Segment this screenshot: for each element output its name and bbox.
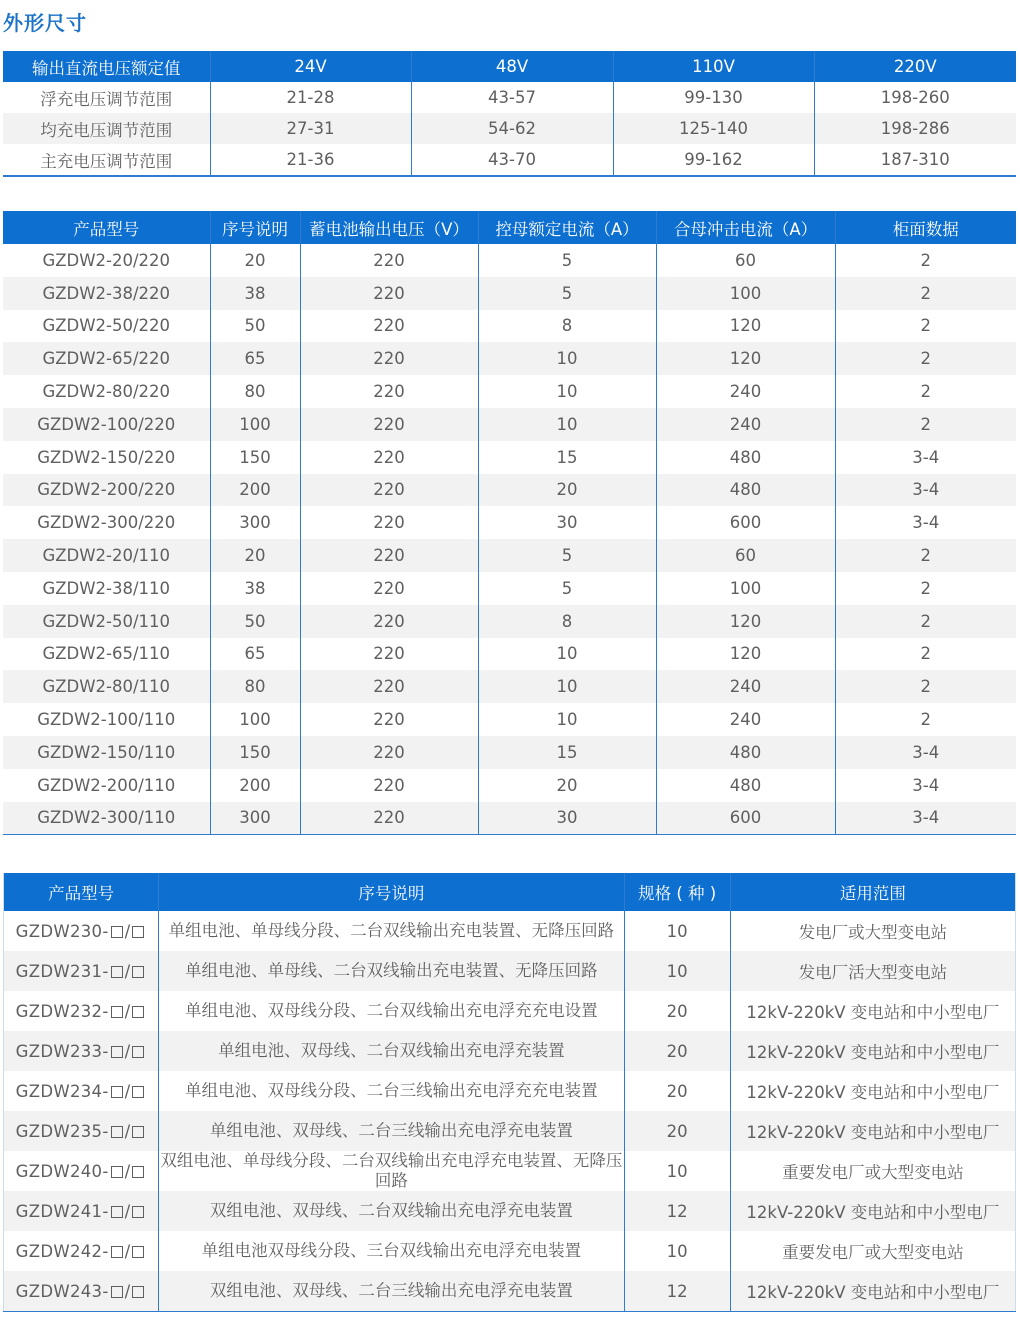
model-cell — [4, 1271, 159, 1312]
table-row — [3, 144, 1016, 176]
table-cell: 12kV-220kV 变电站和中小型电厂 — [730, 1271, 1015, 1312]
table-cell: 12kV-220kV 变电站和中小型电厂 — [730, 991, 1015, 1031]
table-cell: 20 — [478, 474, 656, 507]
column-header: 产品型号 — [4, 873, 159, 911]
model-code: GZDW235- — [15, 1121, 109, 1141]
table-cell: 5 — [478, 244, 656, 277]
table-cell: 60 — [656, 244, 835, 277]
table-row — [4, 911, 1016, 951]
table-cell: 21-36 — [210, 144, 411, 176]
table-cell: 480 — [656, 769, 835, 802]
model-code: GZDW230- — [15, 921, 109, 941]
table-cell: 12 — [624, 1271, 730, 1312]
column-header: 220V — [814, 51, 1016, 82]
table-cell: 12kV-220kV 变电站和中小型电厂 — [730, 1111, 1015, 1151]
table-cell: 10 — [478, 408, 656, 441]
table-row — [3, 244, 1016, 277]
table-cell: GZDW2-200/110 — [3, 769, 210, 802]
placeholder-box-icon — [111, 1246, 123, 1258]
table-cell: 120 — [656, 638, 835, 671]
table-cell: 10 — [624, 951, 730, 991]
table-cell: 220 — [300, 670, 478, 703]
table-cell: 65 — [210, 342, 300, 375]
table-cell: 单组电池、单母线、二台双线输出充电装置、无降压回路 — [159, 951, 624, 991]
table-cell: 600 — [656, 506, 835, 539]
table-cell: 2 — [835, 244, 1016, 277]
column-header: 输出直流电压额定值 — [3, 51, 210, 82]
table-cell: 20 — [210, 539, 300, 572]
table-cell: 220 — [300, 375, 478, 408]
placeholder-box-icon — [132, 1006, 144, 1018]
table-header-row — [4, 873, 1016, 911]
model-code: GZDW232- — [15, 1001, 109, 1021]
table-cell: 2 — [835, 638, 1016, 671]
table-cell: GZDW2-38/110 — [3, 572, 210, 605]
table-cell: 2 — [835, 703, 1016, 736]
table-cell: 2 — [835, 670, 1016, 703]
placeholder-box-icon — [111, 1166, 123, 1178]
table-row — [3, 441, 1016, 474]
model-separator: / — [124, 1281, 131, 1301]
table-cell: 2 — [835, 572, 1016, 605]
table-cell: 3-4 — [835, 506, 1016, 539]
table-cell: 100 — [656, 277, 835, 310]
column-header: 蓄电池输出电压（V） — [300, 211, 478, 244]
table-cell: 50 — [210, 605, 300, 638]
placeholder-box-icon — [111, 1046, 123, 1058]
column-header: 24V — [210, 51, 411, 82]
table-row — [3, 113, 1016, 144]
model-separator: / — [124, 1041, 131, 1061]
table-cell: 480 — [656, 474, 835, 507]
table-cell: GZDW2-20/110 — [3, 539, 210, 572]
model-separator: / — [124, 961, 131, 981]
placeholder-box-icon — [111, 1206, 123, 1218]
table-cell: 20 — [624, 1111, 730, 1151]
placeholder-box-icon — [132, 1046, 144, 1058]
table-cell: 480 — [656, 736, 835, 769]
model-separator: / — [124, 1081, 131, 1101]
column-header: 序号说明 — [210, 211, 300, 244]
table-cell: 220 — [300, 506, 478, 539]
table-row — [4, 1071, 1016, 1111]
table-cell: 单组电池双母线分段、三台双线输出充电浮充电装置 — [159, 1231, 624, 1271]
placeholder-box-icon — [132, 1166, 144, 1178]
table-cell: 30 — [478, 802, 656, 835]
table-cell: 240 — [656, 408, 835, 441]
model-cell — [4, 1231, 159, 1271]
table-cell: 2 — [835, 408, 1016, 441]
model-separator: / — [124, 1201, 131, 1221]
table-cell: GZDW2-65/220 — [3, 342, 210, 375]
table-cell: 单组电池、单母线分段、二台双线输出充电装置、无降压回路 — [159, 911, 624, 951]
table-cell: 单组电池、双母线分段、二台三线输出充电浮充充电装置 — [159, 1071, 624, 1111]
table-cell: 重要发电厂或大型变电站 — [730, 1231, 1015, 1271]
model-cell — [4, 1071, 159, 1111]
table-cell: 12 — [624, 1191, 730, 1231]
voltage-range-table — [3, 51, 1016, 177]
table-cell: GZDW2-80/220 — [3, 375, 210, 408]
table-cell: 12kV-220kV 变电站和中小型电厂 — [730, 1031, 1015, 1071]
table-cell: 38 — [210, 572, 300, 605]
table-row — [3, 703, 1016, 736]
table-cell: GZDW2-50/110 — [3, 605, 210, 638]
placeholder-box-icon — [132, 1286, 144, 1298]
table-cell: 10 — [478, 375, 656, 408]
table-cell: 220 — [300, 703, 478, 736]
table-cell: 发电厂活大型变电站 — [730, 951, 1015, 991]
table-cell: 220 — [300, 736, 478, 769]
model-code: GZDW240- — [15, 1161, 109, 1181]
table-row — [4, 1151, 1016, 1191]
table-cell: 220 — [300, 408, 478, 441]
model-cell — [4, 911, 159, 951]
table-cell: 220 — [300, 310, 478, 343]
placeholder-box-icon — [111, 1086, 123, 1098]
table-cell: 65 — [210, 638, 300, 671]
table-row — [3, 474, 1016, 507]
table-cell: 150 — [210, 441, 300, 474]
table-cell: 单组电池、双母线、二台三线输出充电浮充电装置 — [159, 1111, 624, 1151]
table-cell: 220 — [300, 802, 478, 835]
product-spec-table — [3, 211, 1016, 835]
column-header: 产品型号 — [3, 211, 210, 244]
table-cell: GZDW2-300/110 — [3, 802, 210, 835]
series-table — [3, 873, 1016, 1312]
table-cell: GZDW2-100/220 — [3, 408, 210, 441]
model-cell — [4, 991, 159, 1031]
table-cell: 80 — [210, 670, 300, 703]
table-row — [3, 638, 1016, 671]
model-code: GZDW242- — [15, 1241, 109, 1261]
table-cell: 220 — [300, 769, 478, 802]
table-row — [3, 506, 1016, 539]
table-cell: 10 — [624, 1151, 730, 1191]
table-cell: 100 — [656, 572, 835, 605]
table-cell: GZDW2-150/110 — [3, 736, 210, 769]
table-cell: 10 — [478, 670, 656, 703]
table-cell: 300 — [210, 802, 300, 835]
table-cell: 15 — [478, 441, 656, 474]
table-cell: 3-4 — [835, 736, 1016, 769]
column-header: 控母额定电流（A） — [478, 211, 656, 244]
table-cell: 2 — [835, 342, 1016, 375]
table-cell: 60 — [656, 539, 835, 572]
table-cell: 220 — [300, 342, 478, 375]
table-cell: 220 — [300, 441, 478, 474]
table-cell: 2 — [835, 310, 1016, 343]
placeholder-box-icon — [111, 1006, 123, 1018]
table-cell: 480 — [656, 441, 835, 474]
table-cell: 3-4 — [835, 441, 1016, 474]
placeholder-box-icon — [132, 966, 144, 978]
table-cell: 220 — [300, 572, 478, 605]
table-cell: 220 — [300, 277, 478, 310]
column-header: 柜面数据 — [835, 211, 1016, 244]
table-cell: 99-130 — [613, 82, 814, 113]
table-cell: 双组电池、双母线、二台三线输出充电浮充电装置 — [159, 1271, 624, 1312]
column-header: 110V — [613, 51, 814, 82]
placeholder-box-icon — [132, 1086, 144, 1098]
column-header: 序号说明 — [159, 873, 624, 911]
table-cell: 20 — [624, 1031, 730, 1071]
table-row — [4, 951, 1016, 991]
table-cell: 双组电池、单母线分段、二台双线输出充电浮充电装置、无降压回路 — [160, 1151, 623, 1190]
table-cell: 8 — [478, 310, 656, 343]
table-cell: 15 — [478, 736, 656, 769]
table-cell: 240 — [656, 375, 835, 408]
table-cell: 187-310 — [814, 144, 1016, 176]
table-cell: 单组电池、双母线、二台双线输出充电浮充装置 — [159, 1031, 624, 1071]
table-row — [3, 802, 1016, 835]
table-cell: 20 — [478, 769, 656, 802]
table-cell: 99-162 — [613, 144, 814, 176]
table-row — [4, 991, 1016, 1031]
table-row — [3, 670, 1016, 703]
model-code: GZDW243- — [15, 1281, 109, 1301]
table-cell: 2 — [835, 605, 1016, 638]
table-cell: 220 — [300, 244, 478, 277]
table-row — [3, 342, 1016, 375]
table-cell: 220 — [300, 638, 478, 671]
column-header: 合母冲击电流（A） — [656, 211, 835, 244]
table-cell: 主充电压调节范围 — [3, 144, 210, 176]
table-cell: 200 — [210, 769, 300, 802]
table-cell: 20 — [210, 244, 300, 277]
model-code: GZDW233- — [15, 1041, 109, 1061]
table-cell: 单组电池、双母线分段、二台双线输出充电浮充充电设置 — [159, 991, 624, 1031]
table-row — [3, 82, 1016, 113]
table-cell: 2 — [835, 277, 1016, 310]
table-cell: 30 — [478, 506, 656, 539]
model-separator: / — [124, 1241, 131, 1261]
table-cell: 2 — [835, 539, 1016, 572]
placeholder-box-icon — [111, 1286, 123, 1298]
table-row — [3, 605, 1016, 638]
table-cell: 双组电池、双母线、二台双线输出充电浮充电装置 — [159, 1191, 624, 1231]
table-cell: 220 — [300, 605, 478, 638]
table-row — [3, 375, 1016, 408]
model-separator: / — [124, 921, 131, 941]
column-header: 规格 ( 种 ) — [624, 873, 730, 911]
model-separator: / — [124, 1001, 131, 1021]
table-cell: 10 — [478, 342, 656, 375]
placeholder-box-icon — [132, 1206, 144, 1218]
table-cell: 50 — [210, 310, 300, 343]
table-cell: 125-140 — [613, 113, 814, 144]
table-cell: 发电厂或大型变电站 — [730, 911, 1015, 951]
table-header-row — [3, 211, 1016, 244]
column-header: 适用范围 — [730, 873, 1015, 911]
table-row — [3, 539, 1016, 572]
table-cell: 2 — [835, 375, 1016, 408]
model-cell — [4, 1111, 159, 1151]
table-cell: GZDW2-50/220 — [3, 310, 210, 343]
table-cell: 120 — [656, 310, 835, 343]
table-row — [4, 1111, 1016, 1151]
table-cell: GZDW2-150/220 — [3, 441, 210, 474]
table-cell: 200 — [210, 474, 300, 507]
table-cell: GZDW2-200/220 — [3, 474, 210, 507]
table-cell: 3-4 — [835, 769, 1016, 802]
product-table-body — [3, 244, 1016, 835]
table-cell: GZDW2-100/110 — [3, 703, 210, 736]
table-cell: 12kV-220kV 变电站和中小型电厂 — [730, 1071, 1015, 1111]
table-row — [4, 1231, 1016, 1271]
model-cell — [4, 1191, 159, 1231]
placeholder-box-icon — [111, 926, 123, 938]
table-cell: 5 — [478, 539, 656, 572]
table-cell: 21-28 — [210, 82, 411, 113]
table-cell: 10 — [624, 1231, 730, 1271]
table-row — [4, 1031, 1016, 1071]
table-cell: 120 — [656, 342, 835, 375]
page-title: 外形尺寸 — [3, 11, 87, 35]
table-cell: 20 — [624, 991, 730, 1031]
table-cell: 12kV-220kV 变电站和中小型电厂 — [730, 1191, 1015, 1231]
table-cell: 43-70 — [411, 144, 613, 176]
table-cell: 20 — [624, 1071, 730, 1111]
table-row — [3, 408, 1016, 441]
table-row — [4, 1271, 1016, 1312]
table-cell: 3-4 — [835, 802, 1016, 835]
model-separator: / — [124, 1121, 131, 1141]
placeholder-box-icon — [132, 1126, 144, 1138]
table-cell: 120 — [656, 605, 835, 638]
voltage-table-body — [3, 82, 1016, 176]
table-cell: 浮充电压调节范围 — [3, 82, 210, 113]
placeholder-box-icon — [132, 1246, 144, 1258]
table-cell: 198-260 — [814, 82, 1016, 113]
table-cell: 100 — [210, 408, 300, 441]
model-cell — [4, 1031, 159, 1071]
table-cell: GZDW2-65/110 — [3, 638, 210, 671]
table-header-row — [3, 51, 1016, 82]
table-cell: 220 — [300, 539, 478, 572]
placeholder-box-icon — [111, 1126, 123, 1138]
model-cell — [4, 1151, 159, 1191]
table-cell: 5 — [478, 277, 656, 310]
table-cell: 5 — [478, 572, 656, 605]
table-cell: GZDW2-38/220 — [3, 277, 210, 310]
table-cell: 240 — [656, 703, 835, 736]
table-row — [3, 277, 1016, 310]
table-cell: 100 — [210, 703, 300, 736]
table-cell: 220 — [300, 474, 478, 507]
table-cell: 150 — [210, 736, 300, 769]
table-cell: GZDW2-300/220 — [3, 506, 210, 539]
table-cell: 600 — [656, 802, 835, 835]
table-cell: 240 — [656, 670, 835, 703]
table-row — [4, 1191, 1016, 1231]
table-cell: 重要发电厂或大型变电站 — [730, 1151, 1015, 1191]
model-cell — [4, 951, 159, 991]
table-cell: 300 — [210, 506, 300, 539]
placeholder-box-icon — [132, 926, 144, 938]
table-row — [3, 769, 1016, 802]
table-cell: 54-62 — [411, 113, 613, 144]
table-cell: 80 — [210, 375, 300, 408]
table-cell: 10 — [478, 703, 656, 736]
table-cell: 均充电压调节范围 — [3, 113, 210, 144]
placeholder-box-icon — [111, 966, 123, 978]
table-cell: 3-4 — [835, 474, 1016, 507]
table-cell: 43-57 — [411, 82, 613, 113]
series-table-body — [4, 911, 1016, 1312]
table-row — [3, 736, 1016, 769]
column-header: 48V — [411, 51, 613, 82]
table-cell: GZDW2-20/220 — [3, 244, 210, 277]
model-separator: / — [124, 1161, 131, 1181]
model-code: GZDW231- — [15, 961, 109, 981]
table-cell: 10 — [478, 638, 656, 671]
table-row — [3, 572, 1016, 605]
table-cell: 8 — [478, 605, 656, 638]
table-cell: 38 — [210, 277, 300, 310]
table-row — [3, 310, 1016, 343]
model-code: GZDW234- — [15, 1081, 109, 1101]
table-cell: GZDW2-80/110 — [3, 670, 210, 703]
table-cell: 27-31 — [210, 113, 411, 144]
table-cell: 198-286 — [814, 113, 1016, 144]
model-code: GZDW241- — [15, 1201, 109, 1221]
table-cell: 10 — [624, 911, 730, 951]
